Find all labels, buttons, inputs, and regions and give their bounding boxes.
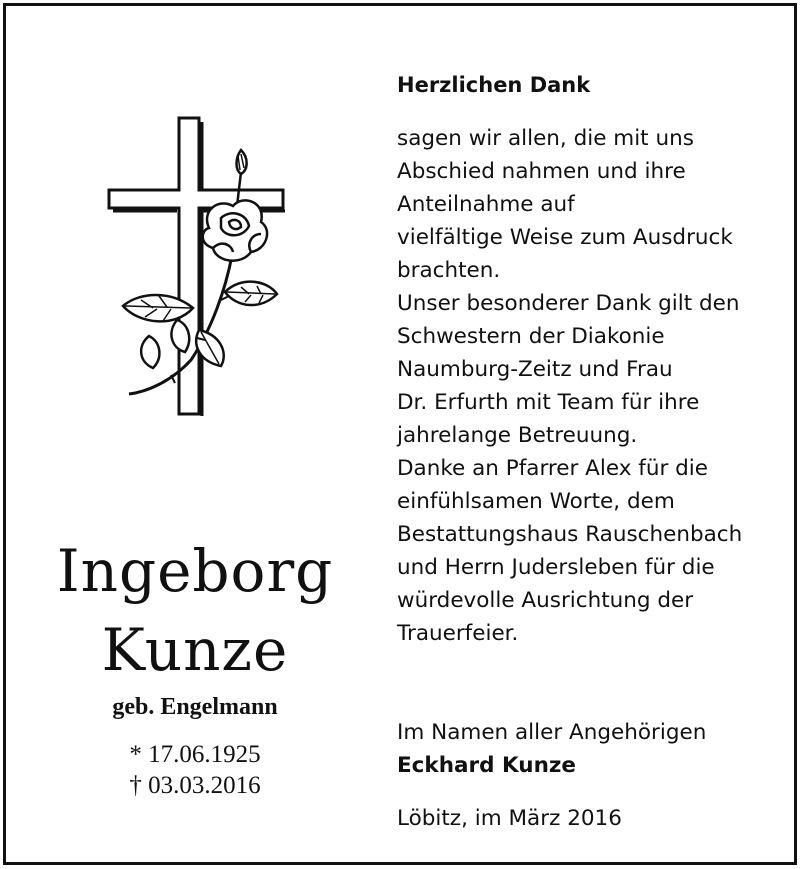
obituary-frame [3, 3, 797, 865]
message-line: Dr. Erfurth mit Team für ihre [397, 390, 700, 415]
message-line: Danke an Pfarrer Alex für die [397, 456, 708, 481]
message-line: würdevolle Ausrichtung der [397, 588, 694, 613]
message-line: einfühlsamen Worte, dem [397, 489, 675, 514]
message-line: Unser besonderer Dank gilt den [397, 291, 740, 316]
deceased-last-name: Kunze [101, 616, 289, 684]
cross-with-rose-icon [101, 110, 291, 422]
signer-name: Eckhard Kunze [397, 753, 577, 778]
death-date: † 03.03.2016 [129, 772, 261, 799]
deceased-first-name: Ingeborg [56, 537, 334, 605]
message-line: Naumburg-Zeitz und Frau [397, 357, 673, 382]
message-line: brachten. [397, 258, 501, 283]
place-date: Löbitz, im März 2016 [397, 806, 622, 831]
message-line: Anteilnahme auf [397, 192, 575, 217]
message-line: Trauerfeier. [397, 621, 519, 646]
left-column [6, 6, 384, 862]
message-line: vielfältige Weise zum Ausdruck [397, 225, 733, 250]
right-column [397, 6, 787, 862]
thanks-heading: Herzlichen Dank [397, 73, 591, 97]
message-line: Abschied nahmen und ihre [397, 159, 686, 184]
message-line: Schwestern der Diakonie [397, 324, 665, 349]
message-line: Bestattungshaus Rauschenbach [397, 522, 743, 547]
message-line: sagen wir allen, die mit uns [397, 126, 694, 151]
closing-block [397, 716, 706, 782]
message-line: und Herrn Judersleben für die [397, 555, 715, 580]
maiden-name: geb. Engelmann [112, 694, 278, 720]
birth-date: * 17.06.1925 [129, 741, 261, 768]
closing-text: Im Namen aller Angehörigen [397, 720, 707, 745]
message-line: jahrelange Betreuung. [397, 423, 638, 448]
thanks-message [397, 122, 787, 650]
